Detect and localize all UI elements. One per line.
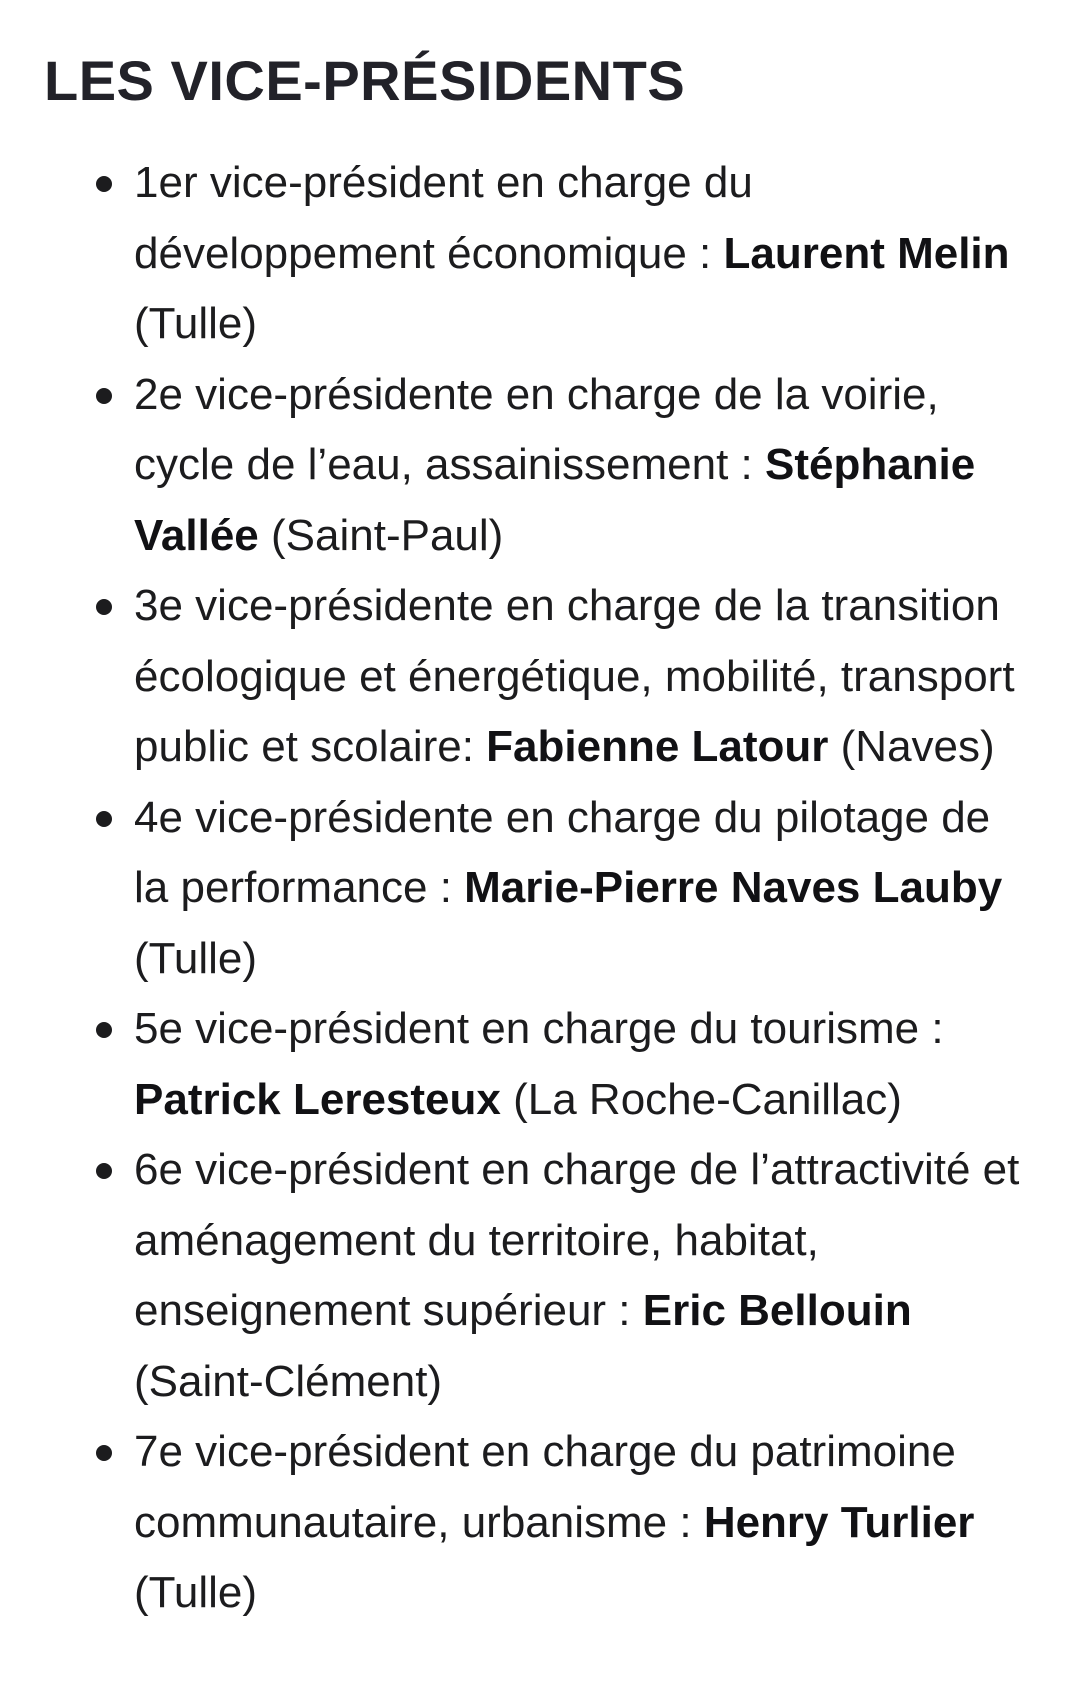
bullet-icon [96,1445,112,1461]
commune-text: (Saint-Paul) [258,510,504,560]
commune-text: (La Roche-Canillac) [500,1074,902,1124]
role-text: 7e vice-président en charge du patrimoine communautaire, urbanisme : [134,1427,956,1547]
bullet-icon [96,176,112,192]
bullet-icon [96,599,112,615]
person-name: Henry Turlier [703,1497,975,1547]
bullet-icon [96,811,112,827]
page-title: LES VICE-PRÉSIDENTS [44,49,686,112]
commune-text: (Tulle) [134,933,258,983]
list-item [44,783,1080,995]
list-item [44,1417,1080,1629]
person-name: Fabienne Latour [486,722,829,771]
role-text: 4e vice-présidente en charge du pilotage de la performance : [134,792,991,912]
person-name: Laurent Melin [723,228,1010,278]
bullet-icon [96,1022,112,1038]
commune-text: (Naves) [828,722,995,771]
role-text: 6e vice-président en charge de l’attractivité et aménagement du territoire, habitat, enseignement supérieur : [134,1145,1020,1335]
role-text: 2e vice-présidente en charge de la voirie, cycle de l’eau, assainissement : [134,369,939,489]
role-text: 1er vice-président en charge du développement économique : [134,158,753,278]
list-item [44,1135,1080,1417]
commune-text: (Saint-Clément) [134,1356,443,1406]
commune-text: (Tulle) [134,299,258,348]
bullet-icon [96,388,112,404]
bullet-icon [96,1163,112,1179]
person-name: Stéphanie Vallée [134,440,976,560]
list-item [44,571,1080,783]
list-item [44,148,1080,360]
list-item [44,994,1080,1135]
role-text: 3e vice-présidente en charge de la transition écologique et énergétique, mobilité, transport public et scolaire: [134,581,1015,771]
role-text: 5e vice-président en charge du tourisme : [134,1004,944,1053]
list-item [44,360,1080,572]
commune-text: (Tulle) [134,1568,258,1617]
person-name: Marie-Pierre Naves Lauby [464,863,1003,912]
person-name: Eric Bellouin [642,1286,912,1335]
person-name: Patrick Leresteux [134,1074,501,1124]
vice-presidents-list [44,148,1080,1629]
